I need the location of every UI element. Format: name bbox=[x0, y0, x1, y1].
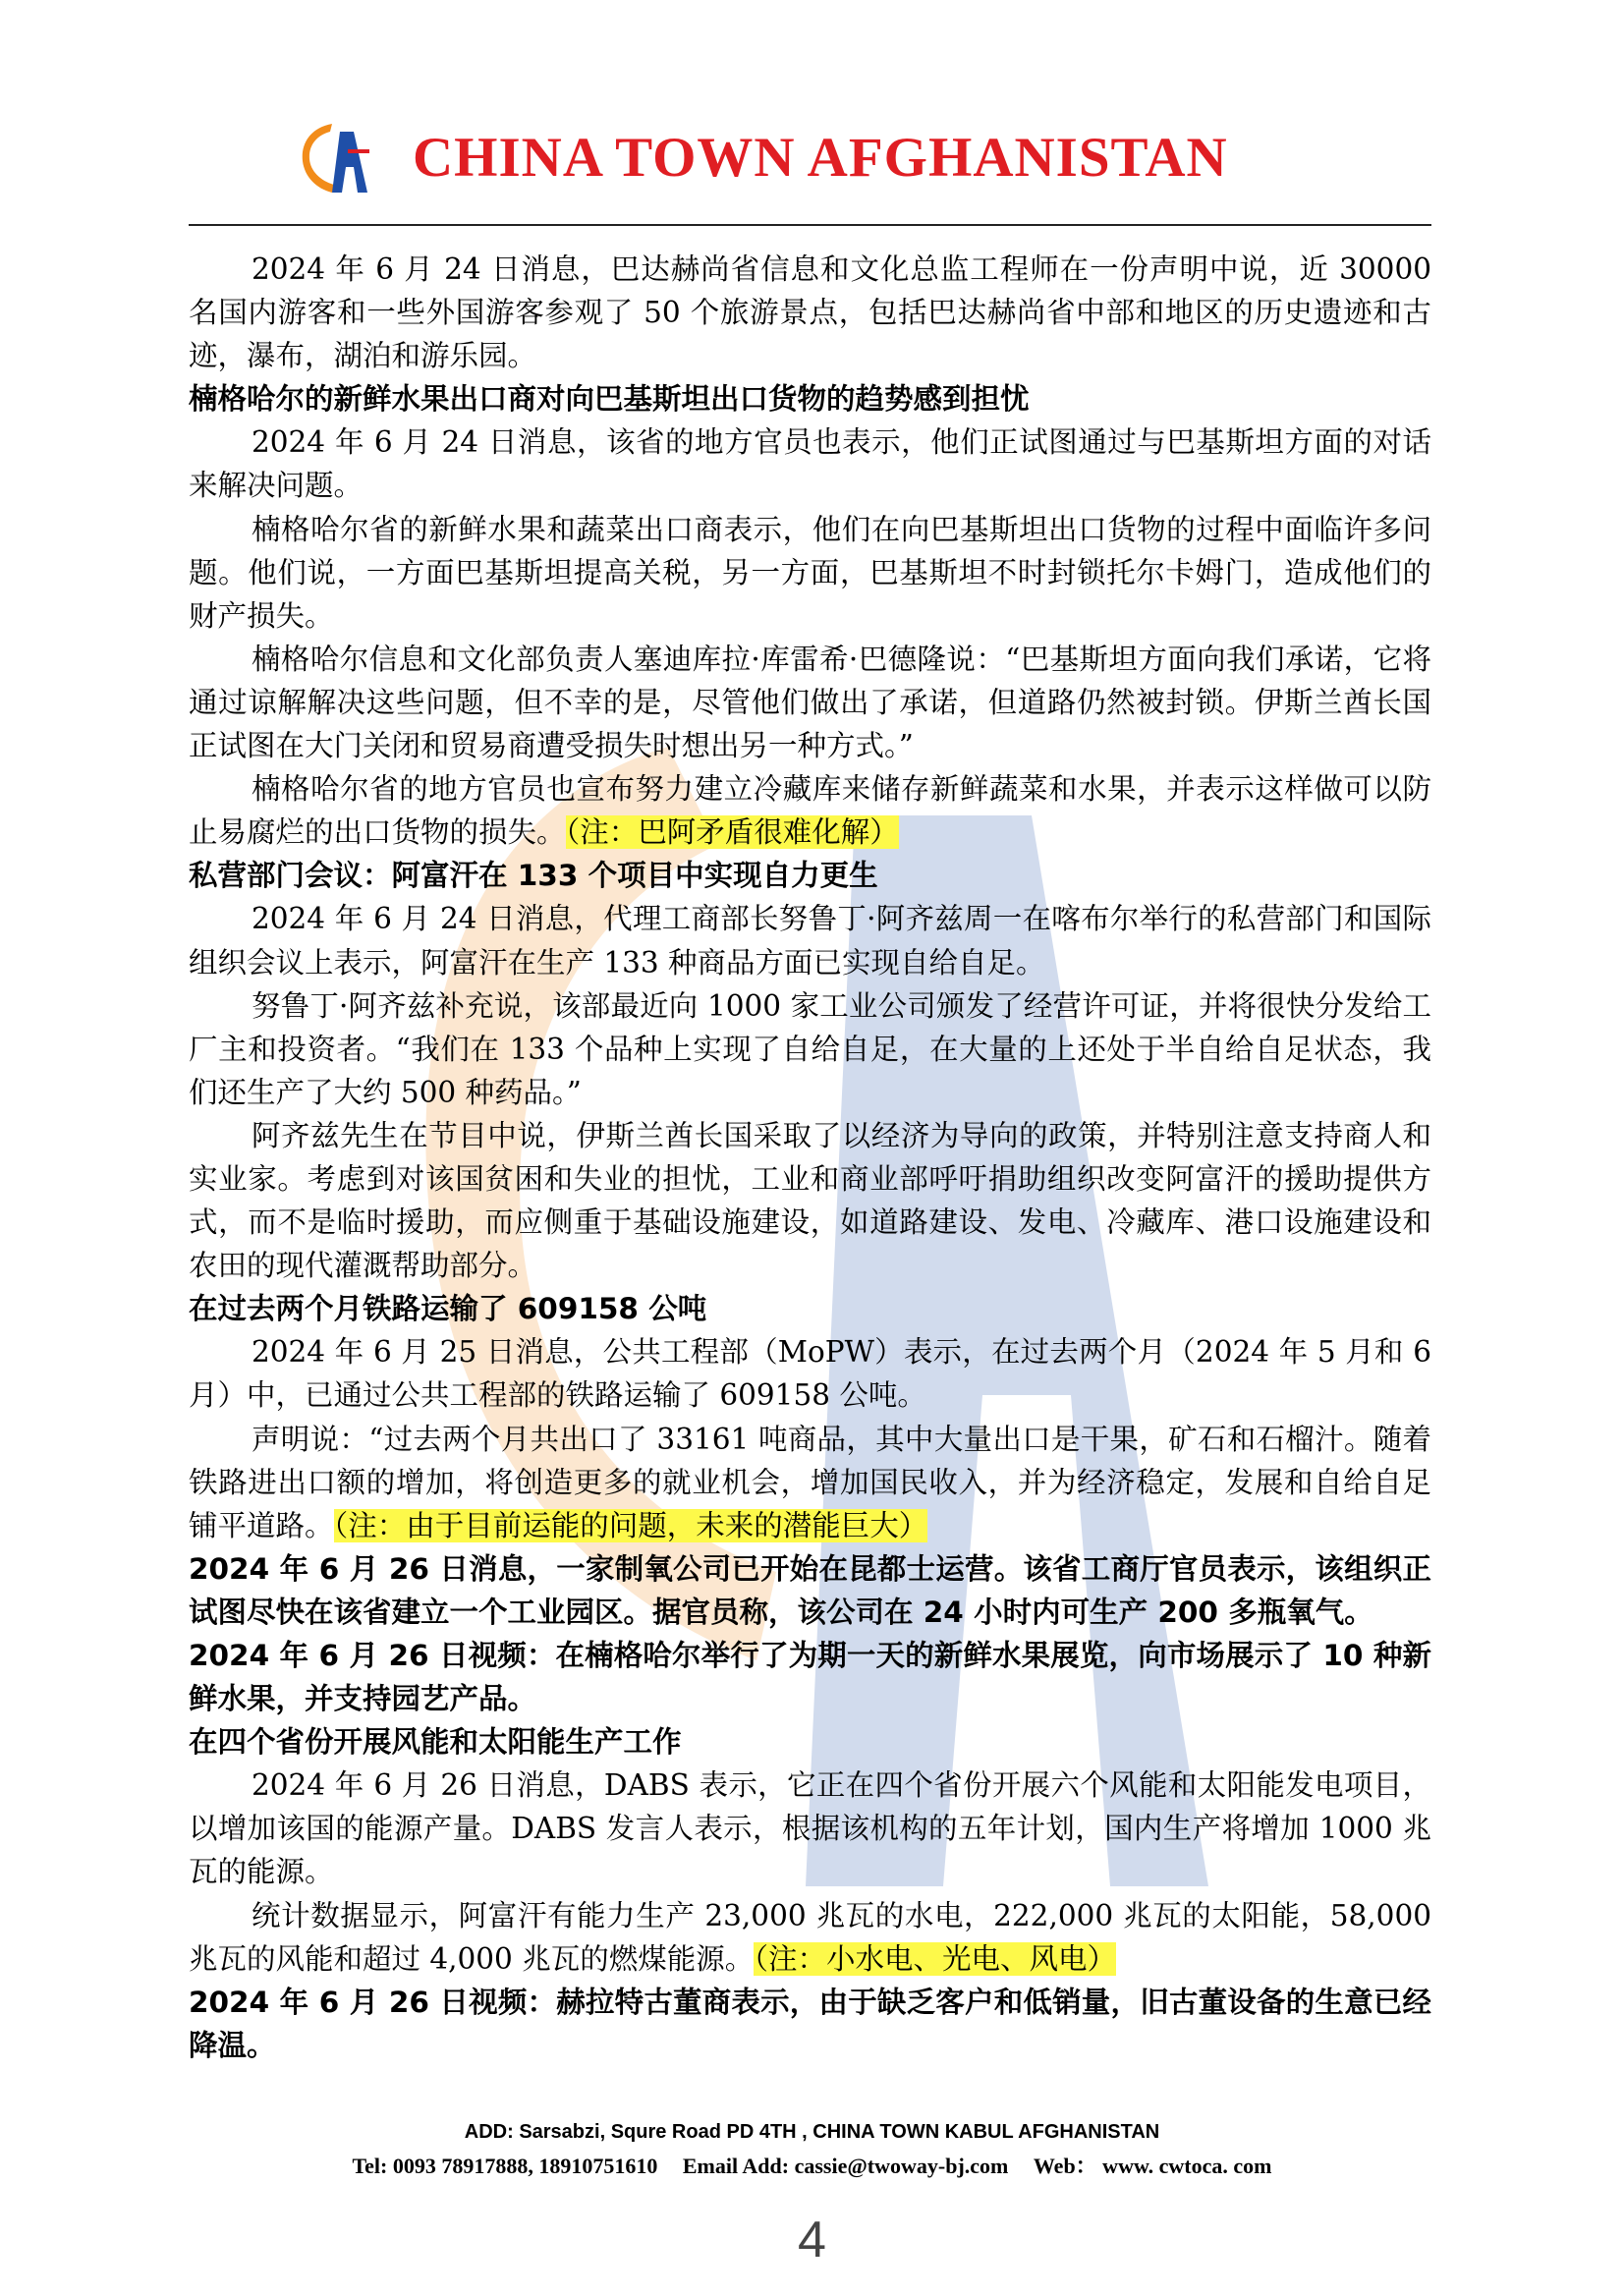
page-header bbox=[189, 98, 1431, 226]
paragraph: 2024 年 6 月 26 日消息，DABS 表示，它正在四个省份开展六个风能和太阳能发电项目，以增加该国的能源产量。DABS 发言人表示，根据该机构的五年计划，国内生产将增加 1000 兆瓦的能源。 bbox=[189, 1768, 1431, 1889]
footer-email: Email Add: cassie@twoway-bj.com bbox=[682, 2154, 1009, 2178]
page-footer bbox=[0, 2116, 1624, 2183]
paragraph: 2024 年 6 月 24 日消息，代理工商部长努鲁丁·阿齐兹周一在喀布尔举行的私营部门和国际组织会议上表示，阿富汗在生产 133 种商品方面已实现自给自足。 bbox=[189, 902, 1431, 980]
article-body bbox=[189, 248, 1431, 2067]
paragraph: 2024 年 6 月 25 日消息，公共工程部（MoPW）表示，在过去两个月（2024 年 5 月和 6 月）中，已通过公共工程部的铁路运输了 609158 公吨。 bbox=[189, 1335, 1431, 1413]
editor-note-highlight: （注：巴阿矛盾很难化解） bbox=[565, 815, 899, 850]
paragraph bbox=[189, 1894, 1431, 1981]
brand-title: CHINA TOWN AFGHANISTAN bbox=[413, 127, 1228, 189]
footer-contact bbox=[0, 2150, 1624, 2183]
news-headline: 私营部门会议：阿富汗在 133 个项目中实现自力更生 bbox=[189, 859, 878, 893]
paragraph: 楠格哈尔信息和文化部负责人塞迪库拉·库雷希·巴德隆说：“巴基斯坦方面向我们承诺，它将通过谅解解决这些问题，但不幸的是，尽管他们做出了承诺，但道路仍然被封锁。伊斯兰酋长国正试图在大门关闭和贸易商遭受损失时想出另一种方式。” bbox=[189, 642, 1431, 763]
paragraph-text: 楠格哈尔省的地方官员也宣布努力建立冷藏库来储存新鲜蔬菜和水果，并表示这样做可以防止易腐烂的出口货物的损失。 bbox=[189, 772, 1431, 850]
news-headline: 楠格哈尔的新鲜水果出口商对向巴基斯坦出口货物的趋势感到担忧 bbox=[189, 382, 1030, 417]
news-headline: 2024 年 6 月 26 日视频：在楠格哈尔举行了为期一天的新鲜水果展览，向市场展示了 10 种新鲜水果，并支持园艺产品。 bbox=[189, 1639, 1431, 1716]
footer-web: Web： www. cwtoca. com bbox=[1033, 2154, 1272, 2178]
paragraph bbox=[189, 1418, 1431, 1547]
page-number: 4 bbox=[798, 2212, 826, 2268]
news-headline: 2024 年 6 月 26 日视频：赫拉特古董商表示，由于缺乏客户和低销量，旧古董设备的生意已经降温。 bbox=[189, 1985, 1431, 2062]
editor-note-highlight: （注：由于目前运能的问题，未来的潜能巨大） bbox=[333, 1508, 928, 1542]
footer-address: ADD: Sarsabzi, Squre Road PD 4TH , CHINA TOWN KABUL AFGHANISTAN bbox=[464, 2121, 1160, 2143]
paragraph: 楠格哈尔省的新鲜水果和蔬菜出口商表示，他们在向巴基斯坦出口货物的过程中面临许多问题。他们说，一方面巴基斯坦提高关税，另一方面，巴基斯坦不时封锁托尔卡姆门，造成他们的财产损失。 bbox=[189, 512, 1431, 633]
paragraph: 阿齐兹先生在节目中说，伊斯兰酋长国采取了以经济为导向的政策，并特别注意支持商人和实业家。考虑到对该国贫困和失业的担忧，工业和商业部呼吁捐助组织改变阿富汗的援助提供方式，而不是临时援助，而应侧重于基础设施建设，如道路建设、发电、冷藏库、港口设施建设和农田的现代灌溉帮助部分。 bbox=[189, 1118, 1431, 1283]
paragraph-text: 声明说：“过去两个月共出口了 33161 吨商品，其中大量出口是干果，矿石和石榴汁。随着铁路进出口额的增加，将创造更多的就业机会，增加国民收入，并为经济稳定，发展和自给自足铺平道路。 bbox=[189, 1422, 1431, 1542]
news-headline: 在过去两个月铁路运输了 609158 公吨 bbox=[189, 1292, 707, 1326]
footer-tel: Tel: 0093 78917888, 18910751610 bbox=[352, 2154, 658, 2178]
paragraph bbox=[189, 767, 1431, 854]
editor-note-highlight: （注：小水电、光电、风电） bbox=[754, 1941, 1116, 1976]
paragraph: 努鲁丁·阿齐兹补充说，该部最近向 1000 家工业公司颁发了经营许可证，并将很快分发给工厂主和投资者。“我们在 133 个品种上实现了自给自足，在大量的上还处于半自给自足状态，我们还生产了大约 500 种药品。” bbox=[189, 988, 1431, 1109]
news-headline: 2024 年 6 月 26 日消息，一家制氧公司已开始在昆都士运营。该省工商厅官员表示，该组织正试图尽快在该省建立一个工业园区。据官员称，该公司在 24 小时内可生产 200 多瓶氧气。 bbox=[189, 1551, 1431, 1629]
paragraph-text: 统计数据显示，阿富汗有能力生产 23,000 兆瓦的水电，222,000 兆瓦的太阳能，58,000 兆瓦的风能和超过 4,000 兆瓦的燃煤能源。 bbox=[189, 1898, 1431, 1976]
company-logo-icon bbox=[295, 118, 373, 196]
news-headline: 在四个省份开展风能和太阳能生产工作 bbox=[189, 1725, 682, 1760]
paragraph: 2024 年 6 月 24 日消息，巴达赫尚省信息和文化总监工程师在一份声明中说，近 30000 名国内游客和一些外国游客参观了 50 个旅游景点，包括巴达赫尚省中部和地区的历史遗迹和古迹，瀑布，湖泊和游乐园。 bbox=[189, 252, 1431, 373]
paragraph: 2024 年 6 月 24 日消息，该省的地方官员也表示，他们正试图通过与巴基斯坦方面的对话来解决问题。 bbox=[189, 425, 1431, 503]
